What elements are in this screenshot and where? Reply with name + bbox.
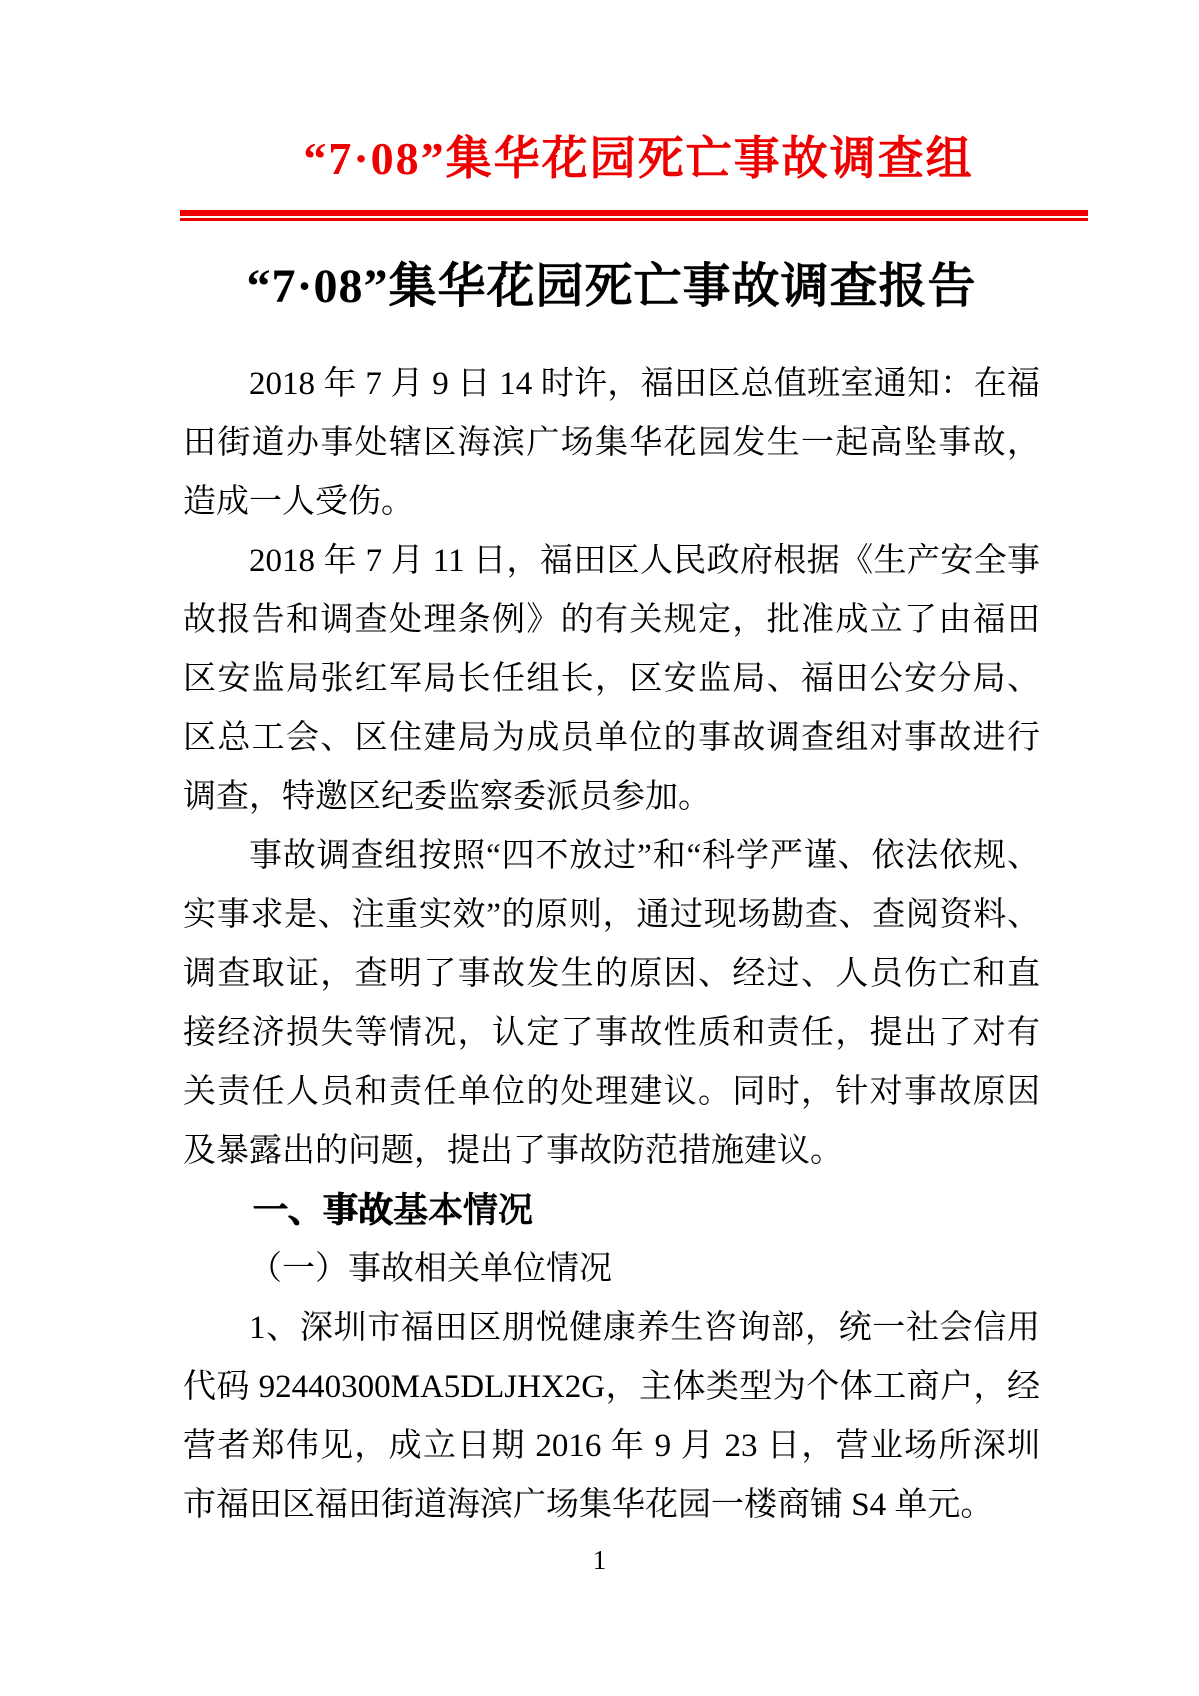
page-number: 1: [592, 1545, 607, 1575]
section-heading-rest: 基本情况: [393, 1190, 534, 1230]
paragraph-investigation-principles: 事故调查组按照“四不放过”和“科学严谨、依法依规、实事求是、注重实效”的原则，通过现场勘查、查阅资料、调查取证，查明了事故发生的原因、经过、人员伤亡和直接经济损失等情况，认定了事故性质和责任，提出了对有关责任人员和责任单位的处理建议。同时，针对事故原因及暴露出的问题，提出了事故防范措施建议。: [183, 837, 1040, 1169]
letterhead-divider: [180, 210, 1088, 221]
paragraph-investigation-team: 2018 年 7 月 11 日，福田区人民政府根据《生产安全事故报告和调查处理条例》的有关规定，批准成立了由福田区安监局张红军局长任组长，区安监局、福田公安分局、区总工会、区住建局为成员单位的事故调查组对事故进行调查，特邀区纪委监察委派员参加。: [183, 542, 1040, 815]
section-heading-lead: 一、事故: [253, 1190, 394, 1230]
paragraph-notification: 2018 年 7 月 9 日 14 时许，福田区总值班室通知：在福田街道办事处辖区海滨广场集华花园发生一起高坠事故，造成一人受伤。: [183, 365, 1040, 520]
subsection-heading-related-units: （一）事故相关单位情况: [249, 1250, 612, 1287]
letterhead: [183, 130, 1040, 221]
letterhead-title: “7·08”集华花园死亡事故调查组: [303, 133, 974, 184]
paragraph-unit-info: 1、深圳市福田区朋悦健康养生咨询部，统一社会信用代码 92440300MA5DLJHX2G，主体类型为个体工商户，经营者郑伟见，成立日期 2016 年 9 月 23 日，营业场所深圳市福田区福田街道海滨广场集华花园一楼商铺 S4 单元。: [183, 1309, 1040, 1523]
report-body: [183, 355, 1040, 1535]
report-title: “7·08”集华花园死亡事故调查报告: [246, 259, 977, 313]
section-heading-basic-situation: [183, 1181, 1040, 1240]
